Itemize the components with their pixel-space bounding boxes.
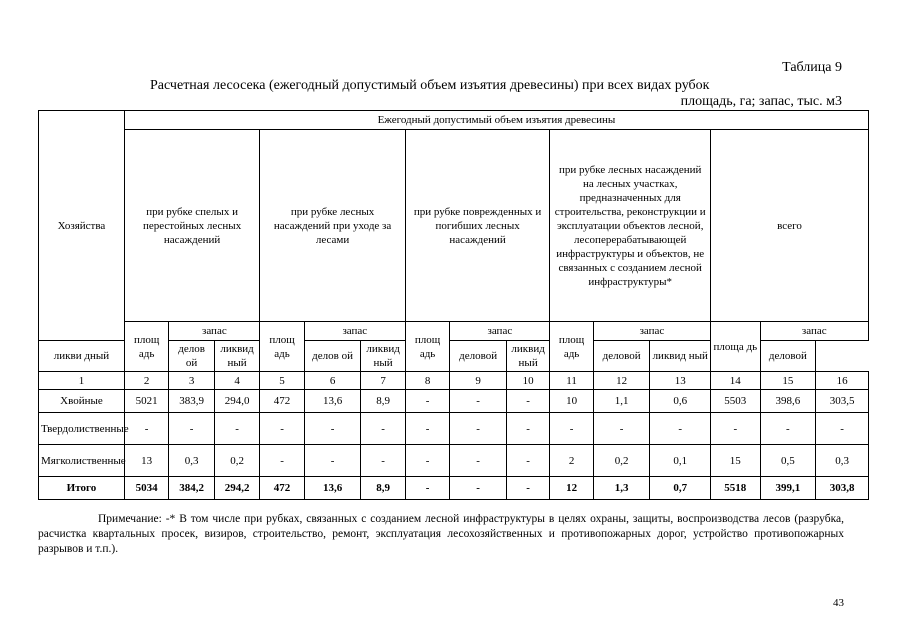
header-business: делов ой [304, 341, 361, 372]
header-group-damaged: при рубке поврежденных и погибших лесных насаждений [405, 130, 550, 322]
header-group-infrastructure: при рубке лесных насаждений на лесных участках, предназначенных для строительства, реконструкции и эксплуатации объектов лесной, лесоперерабатывающей инфраструктуры и объектов, не связанных с созданием лесной инфраструктуры* [550, 130, 711, 322]
farm-name: Итого [39, 477, 125, 500]
column-index: 13 [650, 372, 711, 390]
farm-name: Твердолиственные [39, 413, 125, 445]
table-body [39, 390, 869, 500]
table-cell: - [405, 390, 449, 413]
footnote: Примечание: -* В том числе при рубках, связанных с созданием лесной инфраструктуры в целях охраны, защиты, воспроизводства лесов (разрубка, расчистка квартальных просек, визиров, строительство, ремонт, эксплуатация лесохозяйственных и противопожарных дорог, устройство противопожарных разрывов и т.п.). [38, 513, 844, 555]
header-liquid: ликвид ный [214, 341, 259, 372]
header-group-care: при рубке лесных насаждений при уходе за лесами [260, 130, 406, 322]
column-index: 16 [816, 372, 869, 390]
table-cell: 1,3 [593, 477, 650, 500]
table-cell: 8,9 [361, 390, 405, 413]
table-row [39, 413, 869, 445]
table-cell: - [124, 413, 168, 445]
column-index: 10 [506, 372, 549, 390]
table-cell: 0,2 [214, 445, 259, 477]
column-index: 15 [760, 372, 816, 390]
column-index: 5 [260, 372, 304, 390]
page-number: 43 [833, 597, 844, 609]
table-number: Таблица 9 [782, 60, 842, 75]
table-cell: 5518 [711, 477, 761, 500]
table-cell: 472 [260, 390, 304, 413]
table-title: Расчетная лесосека (ежегодный допустимый объем изъятия древесины) при всех видах рубок [150, 78, 710, 93]
header-stock: запас [169, 322, 260, 341]
column-index: 7 [361, 372, 405, 390]
header-group-mature: при рубке спелых и перестойных лесных насаждений [124, 130, 259, 322]
table-cell: 0,2 [593, 445, 650, 477]
table-cell: 5034 [124, 477, 168, 500]
column-index: 3 [169, 372, 214, 390]
header-annual: Ежегодный допустимый объем изъятия древесины [124, 111, 868, 130]
table-cell: - [361, 445, 405, 477]
header-area: площ адь [260, 322, 304, 372]
farm-name: Хвойные [39, 390, 125, 413]
header-liquid: ликвид ный [650, 341, 711, 372]
column-index: 14 [711, 372, 761, 390]
table-cell: - [450, 477, 507, 500]
column-index: 2 [124, 372, 168, 390]
column-index: 8 [405, 372, 449, 390]
table-cell: 383,9 [169, 390, 214, 413]
column-index: 6 [304, 372, 361, 390]
table-cell: 10 [550, 390, 593, 413]
header-group-total: всего [711, 130, 869, 322]
header-area: площ адь [124, 322, 168, 372]
table-cell: - [361, 413, 405, 445]
header-liquid: ликвид ный [361, 341, 405, 372]
table-cell: - [506, 390, 549, 413]
column-index: 11 [550, 372, 593, 390]
table-cell: 0,3 [816, 445, 869, 477]
column-index: 1 [39, 372, 125, 390]
table-cell: 2 [550, 445, 593, 477]
table-cell: - [169, 413, 214, 445]
header-business: делов ой [169, 341, 214, 372]
table-cell: 384,2 [169, 477, 214, 500]
table-cell: 303,8 [816, 477, 869, 500]
header-stock: запас [593, 322, 710, 341]
table-row [39, 390, 869, 413]
table-cell: - [450, 413, 507, 445]
table-cell: - [506, 477, 549, 500]
header-stock: запас [304, 322, 405, 341]
table-cell: - [450, 390, 507, 413]
header-area: площ адь [405, 322, 449, 372]
table-cell: 15 [711, 445, 761, 477]
table-cell: - [650, 413, 711, 445]
table-cell: 13,6 [304, 390, 361, 413]
table-cell: - [816, 413, 869, 445]
table-cell: - [760, 413, 816, 445]
table-cell: - [214, 413, 259, 445]
table-cell: - [405, 413, 449, 445]
table-cell: 294,2 [214, 477, 259, 500]
table-cell: 0,3 [169, 445, 214, 477]
table-cell: 399,1 [760, 477, 816, 500]
table-cell: 294,0 [214, 390, 259, 413]
table-cell: - [711, 413, 761, 445]
header-area: площ адь [550, 322, 593, 372]
table-cell: 472 [260, 477, 304, 500]
header-stock: запас [450, 322, 550, 341]
header-business: деловой [760, 341, 816, 372]
column-index: 9 [450, 372, 507, 390]
table-cell: - [260, 413, 304, 445]
table-cell: - [506, 445, 549, 477]
table-cell: - [304, 445, 361, 477]
table-cell: - [450, 445, 507, 477]
column-index: 12 [593, 372, 650, 390]
table-cell: - [260, 445, 304, 477]
annual-cut-table [38, 110, 869, 500]
table-cell: - [506, 413, 549, 445]
table-cell: 303,5 [816, 390, 869, 413]
units-label: площадь, га; запас, тыс. м3 [680, 94, 842, 109]
header-stock: запас [760, 322, 868, 341]
table-cell: 1,1 [593, 390, 650, 413]
table-cell: 5503 [711, 390, 761, 413]
header-business: деловой [593, 341, 650, 372]
table-cell: 0,1 [650, 445, 711, 477]
header-liquid: ликвид ный [506, 341, 549, 372]
table-cell: - [550, 413, 593, 445]
table-cell: 5021 [124, 390, 168, 413]
table-cell: - [593, 413, 650, 445]
table-cell: 0,6 [650, 390, 711, 413]
table-cell: 0,5 [760, 445, 816, 477]
total-row [39, 477, 869, 500]
table-row [39, 445, 869, 477]
column-index: 4 [214, 372, 259, 390]
table-cell: 13 [124, 445, 168, 477]
table-cell: 8,9 [361, 477, 405, 500]
table-cell: - [405, 445, 449, 477]
table-cell: 0,7 [650, 477, 711, 500]
table-cell: - [304, 413, 361, 445]
header-area: площа дь [711, 322, 761, 372]
table-cell: 12 [550, 477, 593, 500]
table-cell: 13,6 [304, 477, 361, 500]
header-liquid: ликви дный [39, 341, 125, 372]
table-cell: - [405, 477, 449, 500]
header-farms: Хозяйства [39, 111, 125, 341]
farm-name: Мягколиственные [39, 445, 125, 477]
table-cell: 398,6 [760, 390, 816, 413]
header-business: деловой [450, 341, 507, 372]
